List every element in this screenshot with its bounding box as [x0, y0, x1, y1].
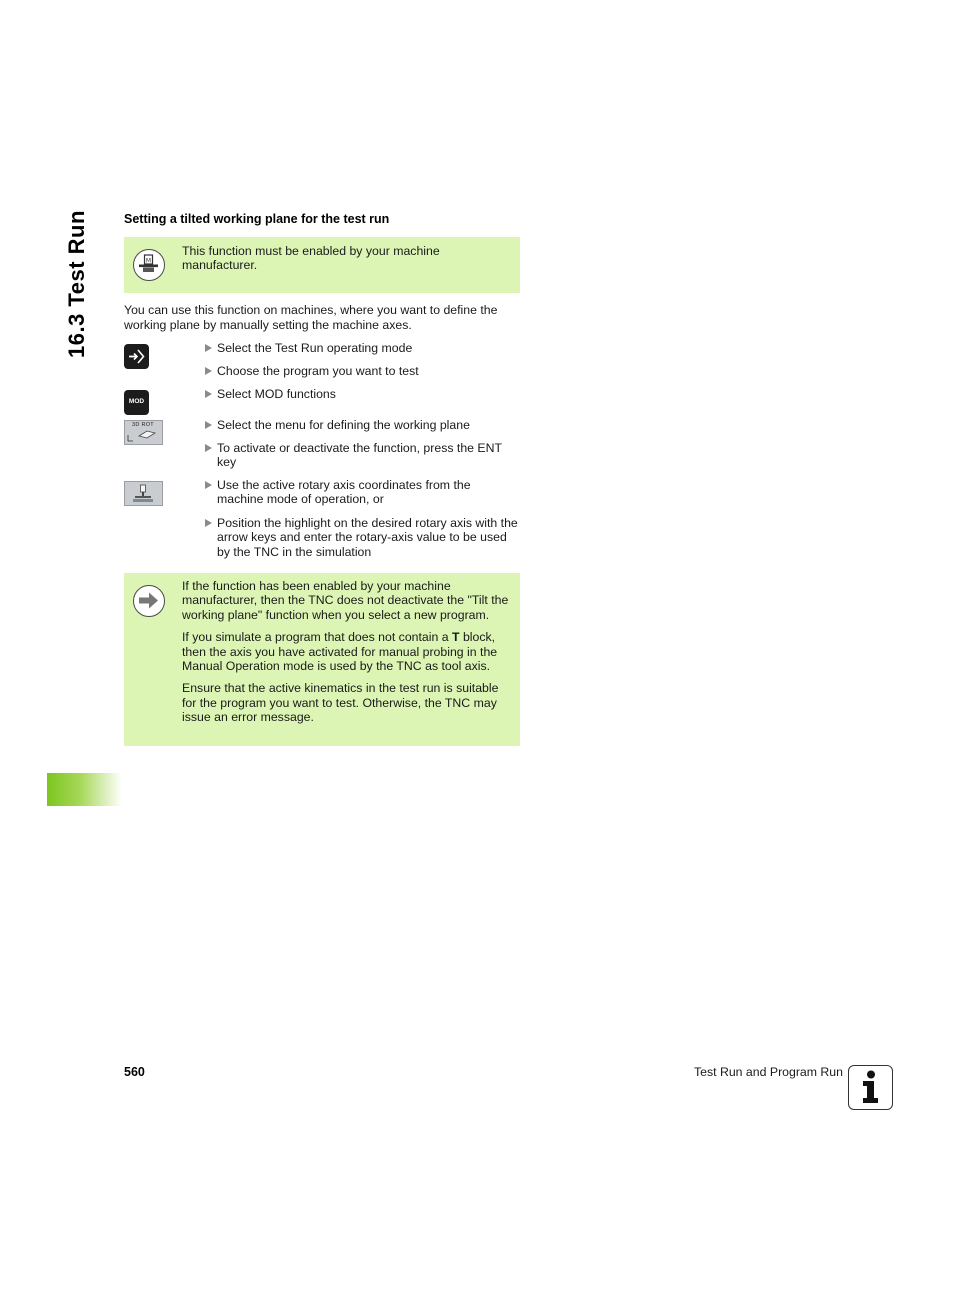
mod-key-label: MOD [128, 398, 145, 405]
test-run-mode-key [124, 344, 149, 369]
footer-chapter-title: Test Run and Program Run [693, 1065, 843, 1079]
info-note-paragraph-2: If you simulate a program that does not contain a T block, then the axis you have activated for manual probing in the Manual Operation mode is used by the TNC as tool axis. [182, 630, 498, 674]
step-choose-program: Choose the program you want to test [205, 364, 520, 378]
section-heading: Setting a tilted working plane for the test run [124, 212, 390, 226]
info-note-paragraph-3: Ensure that the active kinematics in the test run is suitable for the program you want to test. Otherwise, the TNC may issue an error message. [182, 681, 499, 725]
3d-rot-softkey [124, 420, 163, 445]
chapter-side-title: 16.3 Test Run [64, 210, 89, 358]
step-activate-function: To activate or deactivate the function, press the ENT key [205, 441, 520, 470]
step-select-mod: Select MOD functions [205, 387, 520, 401]
machine-manufacturer-icon [133, 249, 165, 281]
arrow-right-icon [133, 585, 165, 617]
information-note [124, 573, 520, 746]
step-position-highlight: Position the highlight on the desired rotary axis with the arrow keys and enter the rotary-axis value to be used by the TNC in the simulation [205, 516, 520, 559]
actual-position-softkey [124, 481, 163, 506]
step-select-test-run: Select the Test Run operating mode [205, 341, 520, 355]
machine-manufacturer-note-text: This function must be enabled by your machine manufacturer. [182, 244, 440, 273]
info-note-paragraph-1: If the function has been enabled by your machine manufacturer, then the TNC does not deactivate the "Tilt the working plane" function when you select a new program. [182, 579, 509, 622]
step-select-menu: Select the menu for defining the working plane [205, 418, 520, 432]
intro-paragraph: You can use this function on machines, where you want to define the working plane by manually setting the machine axes. [124, 303, 498, 332]
machine-manufacturer-note [124, 237, 520, 293]
page-number: 560 [124, 1065, 145, 1079]
info-icon [848, 1065, 893, 1110]
step-use-active-coordinates: Use the active rotary axis coordinates from the machine mode of operation, or [205, 478, 520, 507]
chapter-tab-marker [47, 773, 122, 806]
svg-text:M: M [145, 257, 152, 265]
3d-rot-softkey-label: 3D ROT [132, 422, 154, 428]
mod-key [124, 390, 149, 415]
